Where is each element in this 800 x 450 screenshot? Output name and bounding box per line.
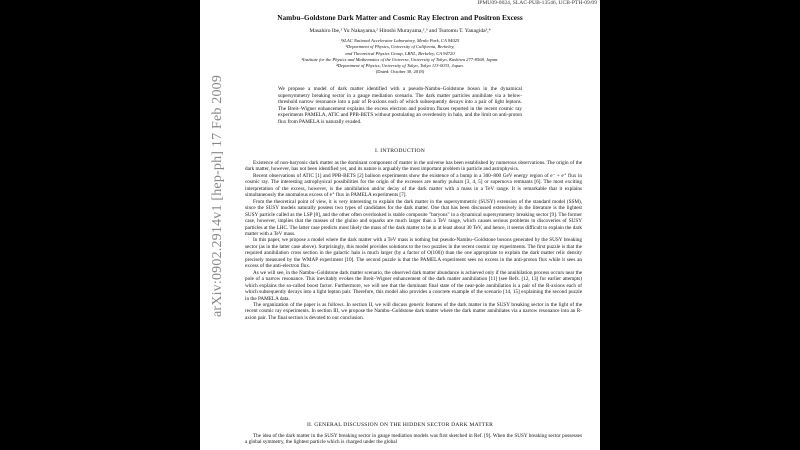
introduction-body: [245, 160, 582, 321]
paragraph: From the theoretical point of view, it is very interesting to explain the dark matter in the supersymmetric (SUSY) extension of the standard model (SSM), since the SUSY models naturally possess two types of candidates for the dark matter. One that has been discussed extensively in the literature is the lightest SUSY particle called as the LSP [8], and the other often overlooked is stable composite "baryons" in a dynamical supersymmetry breaking sector [9]. The former case, however, implies that the masses of the gluino and squarks are much larger than a TeV range, which causes serious problems in discoveries of SUSY particles at the LHC. The latter case predicts most likely the mass of the dark matter to be in at least about 30 TeV, and hence, it seems difficult to explain the dark matter with a TeV mass.: [245, 198, 582, 237]
affiliation-2: ²Department of Physics, University of California, Berkeley,: [345, 44, 455, 50]
section-heading-general-discussion: II. GENERAL DISCUSSION ON THE HIDDEN SECTOR DARK MATTER: [306, 422, 493, 428]
left-black-bar: [0, 0, 200, 450]
affiliation-3: ³Institute for the Physics and Mathematics of the Universe, University of Tokyo, Kashiwa 277-8568, Japan.: [301, 56, 499, 62]
preprint-number: IPMU09-0024, SLAC-PUB-13546, UCB-PTH-09/09: [477, 0, 597, 6]
paragraph: The organization of the paper is as follows. In section II, we will discuss generic features of the dark matter in the SUSY breaking sector in the light of the recent cosmic ray experiments. In section III, we propose the Nambu–Goldstone dark matter where the dark matter annihilates via a narrow resonance into an R-axion pair. The final section is devoted to our conclusion.: [245, 301, 582, 321]
paragraph: Existence of non-baryonic dark matter as the dominant component of matter in the universe has been established by numerous observations. The origin of the dark matter, however, has not been identified yet, and its nature is arguably the most important problem in particle and astrophysics.: [245, 160, 582, 173]
paper-page: [200, 0, 600, 450]
affiliation-4: ⁴Department of Physics, University of Tokyo, Tokyo 113-0033, Japan.: [336, 63, 464, 69]
arxiv-stamp: arXiv:0902.2914v1 [hep-ph] 17 Feb 2009: [210, 74, 225, 317]
section-heading-introduction: I. INTRODUCTION: [375, 148, 425, 154]
abstract: We propose a model of dark matter identified with a pseudo-Nambu–Goldstone boson in the dynamical supersymmetry breaking sector in a gauge mediation scenario. The dark matter particles annihilate via a below-threshold narrow resonance into a pair of R-axions each of which subsequently decays into a pair of light leptons. The Breit–Wigner enhancement explains the excess electron and positron fluxes reported in the recent cosmic ray experiments PAMELA, ATIC and PPB-BETS without postulating an overdensity in halo, and the limit on anti-proton flux from PAMELA is naturally evaded.: [278, 86, 522, 125]
affiliations: [200, 38, 600, 76]
paragraph: As we will see, in the Nambu–Goldstone dark matter scenario, the observed dark matter abundance is achieved only if the annihilation process occurs near the pole of a narrow resonance. This inevitably evokes the Breit–Wigner enhancement of the dark matter annihilation [11] (see Refs. [12, 13] for earlier attempts) which explains the so-called boost factor. Furthermore, we will see that the dominant final state of the near-pole annihilation is a pair of the R-axions each of which subsequently decays into a light lepton pair. Therefore, this model also provides a concrete example of the scenario [14, 15] explaining the second puzzle in the PAMELA data.: [245, 269, 583, 302]
paper-title: Nambu–Goldstone Dark Matter and Cosmic Ray Electron and Positron Excess: [277, 13, 523, 22]
paragraph: The idea of the dark matter in the SUSY breaking sector in gauge mediation models was first sketched in Ref. [9]. When the SUSY breaking sector possesses a global symmetry, the lightest particle which is charged under the global: [245, 433, 582, 446]
section2-body: [245, 433, 582, 446]
date-line: (Dated: October 30, 2018): [375, 69, 425, 75]
paragraph: Recent observations of ATIC [1] and PPB-BETS [2] balloon experiments show the existence of a bump in a 300–800 GeV energy region of e⁻ + e⁺ flux in cosmic ray. The interesting astrophysical possibilities for the origin of the excesses are nearby pulsars [3, 4, 5] or supernova remnants [6]. The most exciting interpretation of the excess, however, is the annihilation and/or decay of the dark matter with a mass in a TeV range. It is remarkable that it explains simultaneously the anomalous excess of e⁺ flux in PAMELA experiments [7].: [245, 172, 582, 199]
author-list: Masahiro Ibe,¹ Yu Nakayama,² Hitoshi Murayama,²,³ and Tsutomu T. Yanagida³,⁴: [309, 28, 491, 34]
affiliation-2b: and Theoretical Physics Group, LBNL, Berkeley, CA 94720: [345, 50, 455, 56]
paragraph: In this paper, we propose a model where the dark matter with a TeV mass is nothing but pseudo-Nambu–Goldstone bosons generated by the SUSY breaking sector (as in the latter case above). Surprisingly, this model provides solutions to the two puzzles in the recent cosmic ray experiments. The first puzzle is that the required annihilation cross section in the galactic halo is much larger (by a factor of O(100)) than the one appropriate to explain the dark matter relic density precisely measured by the WMAP experiment [10]. The second puzzle is that the PAMELA experiment sees no excess in the anti-proton flux while it sees an excess of the anti-electron flux.: [245, 237, 582, 270]
right-black-bar: [600, 0, 800, 450]
affiliation-1: ¹SLAC National Accelerator Laboratory, Menlo Park, CA 94025: [340, 38, 460, 43]
